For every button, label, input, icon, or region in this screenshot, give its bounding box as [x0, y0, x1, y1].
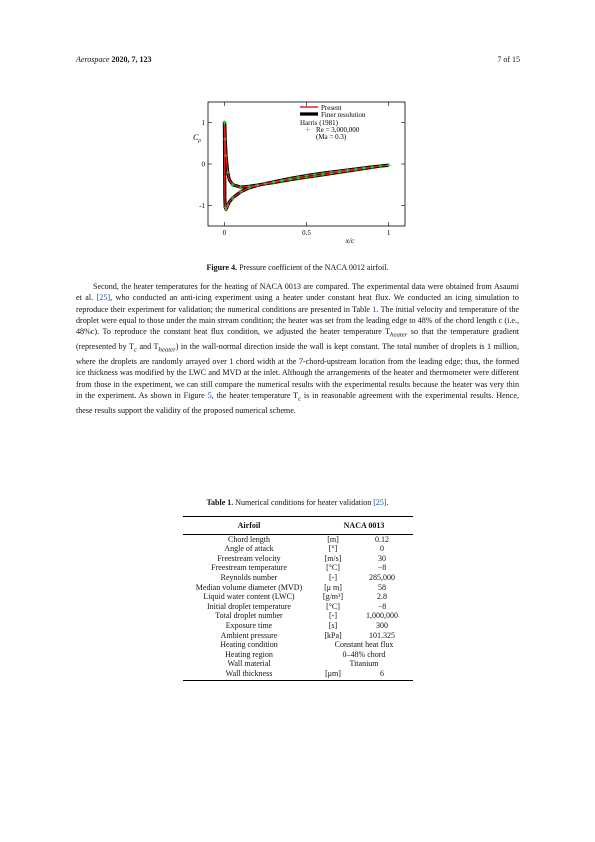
row-unit: [s] [328, 620, 338, 630]
legend-finer: Finer resolution [321, 111, 366, 119]
y-axis-label [193, 133, 201, 144]
row-unit: [-] [329, 611, 337, 621]
row-unit: [m] [327, 534, 339, 544]
y-axis-label-main: C [192, 133, 199, 142]
row-value: 300 [376, 620, 388, 630]
citation-link-25[interactable]: [25] [96, 293, 111, 303]
figure-caption [0, 263, 595, 272]
page-number: 7 of 15 [497, 55, 520, 64]
row-unit: [m/s] [324, 553, 342, 563]
row-label: Reynolds number [220, 572, 278, 582]
row-value: 285,000 [369, 572, 395, 582]
legend-swatch-harris: + [305, 124, 311, 135]
row-label: Wall thickness [183, 669, 315, 680]
table-caption: Table 1. Numerical conditions for heater validation [25]. [206, 498, 389, 507]
row-label: Angle of attack [224, 544, 274, 554]
figure-caption-text: Pressure coefficient of the NACA 0012 airfoil. [239, 263, 389, 272]
figure-5-link[interactable]: 5 [207, 390, 212, 400]
table-citation-link-25[interactable]: [25] [373, 498, 387, 507]
row-label: Wall material [227, 659, 271, 669]
table-row [183, 621, 413, 631]
row-label: Total droplet number [215, 611, 283, 621]
row-unit: [kPa] [324, 630, 342, 640]
legend-harris-ma: (Ma = 0.3) [316, 133, 347, 141]
row-unit: [°] [328, 544, 338, 554]
x-tick-label: 0.5 [302, 229, 311, 237]
chart-legend [300, 104, 366, 141]
row-value: 2.8 [377, 592, 387, 602]
row-value: 0 [380, 544, 384, 554]
legend-present: Present [321, 104, 342, 112]
y-tick-label: -1 [199, 201, 205, 210]
table-1-link[interactable]: 1 [372, 304, 377, 314]
table-row [183, 659, 413, 669]
row-label: Freestream temperature [211, 563, 287, 573]
header-airfoil: Airfoil [183, 517, 315, 535]
y-tick-label: 0 [201, 160, 205, 169]
header-naca: NACA 0013 [315, 517, 413, 535]
row-label: Ambient pressure [220, 630, 278, 640]
row-label: Exposure time [225, 620, 273, 630]
table-row [183, 563, 413, 573]
row-label: Liquid water content (LWC) [203, 592, 295, 602]
body-paragraph: Second, the heater temperatures for the heating of NACA 0013 are compared. The experimental data were obtained from Asaumi et al. [25], who conducted an anti-icing experiment using a heater under constant heat flux. We conducted an icing simulation to reproduce their experiment for validation; the numerical conditions are presented in Table 1. The initial velocity and temperature of the droplet were equal to those under the main stream condition; the heater was set from the leading edge to 48% of the chord length c (i.e., 48%c). To reproduce the constant heat flux condition, we adjusted the heater temperature $T_{heater}$ so that the temperature gradient (represented by $T_c$ and $T_{heater}$) in the wall-normal direction inside the wall is kept constant. The total number of droplets is 1 million, where the droplets are randomly arrayed over 1 chord width at the 7-chord-upstream location from the leading edge; thus, the formed ice thickness was modified by the LWC and MVD at the inlet. Although the arrangements of the heater and thermometer were different from those in the experiment, we can still compare the numerical results with the experimental results because the heater was very thin in the experiment. As shown in Figure 5, the heater temperature $T_c$ is in reasonable agreement with the experimental results. Hence, these results support the validity of the proposed numerical scheme. [76, 282, 520, 415]
row-unit: [μ m] [324, 582, 342, 592]
table-row [183, 573, 413, 583]
row-label: Chord length [228, 534, 270, 544]
table-header-row [183, 517, 413, 535]
row-unit: [μm] [315, 669, 351, 680]
row-label: Initial droplet temperature [207, 601, 291, 611]
table-row [183, 631, 413, 641]
row-value: 101.325 [369, 630, 395, 640]
row-unit: [-] [329, 572, 337, 582]
row-value: 0.12 [375, 534, 389, 544]
table-label: Table 1. [206, 498, 234, 507]
row-value: −8 [377, 563, 387, 573]
row-unit: [°C] [326, 601, 340, 611]
row-label: Median volume diameter (MVD) [195, 582, 303, 592]
x-axis-label: x/c [345, 236, 355, 245]
row-label: Heating condition [220, 640, 278, 650]
y-tick-label: 1 [201, 119, 205, 128]
row-value: 1,000,000 [366, 611, 398, 621]
row-unit: [g/m³] [322, 592, 344, 602]
table-row [183, 544, 413, 554]
table-row [183, 650, 413, 660]
row-label: Freestream velocity [217, 553, 281, 563]
table-row [183, 534, 413, 544]
y-axis-label-sub: p [198, 138, 202, 144]
legend-harris-re: Re = 3,000,000 [316, 126, 360, 134]
table-row [183, 640, 413, 650]
table-row [183, 602, 413, 612]
table-row [183, 583, 413, 593]
cp-chart [190, 98, 415, 250]
conditions-table [183, 516, 413, 681]
row-value: 0–48% chord [342, 649, 386, 659]
running-header-citation: Aerospace 2020, 7, 123 [76, 55, 152, 64]
table-row [183, 554, 413, 564]
row-value: 6 [351, 669, 413, 680]
row-unit: [°C] [326, 563, 340, 573]
legend-harris-ref: Harris (1981) [300, 119, 338, 127]
row-label: Heating region [225, 649, 273, 659]
row-value: Constant heat flux [334, 640, 394, 650]
table-row [183, 611, 413, 621]
row-value: 30 [378, 553, 386, 563]
row-value: Titanium [349, 659, 379, 669]
x-tick-label: 0 [222, 229, 227, 237]
row-value: 58 [378, 582, 386, 592]
x-tick-label: 1 [386, 229, 391, 237]
table-row [183, 592, 413, 602]
figure-label: Figure 4. [206, 263, 238, 272]
table-row [183, 669, 413, 680]
row-value: −8 [377, 601, 387, 611]
